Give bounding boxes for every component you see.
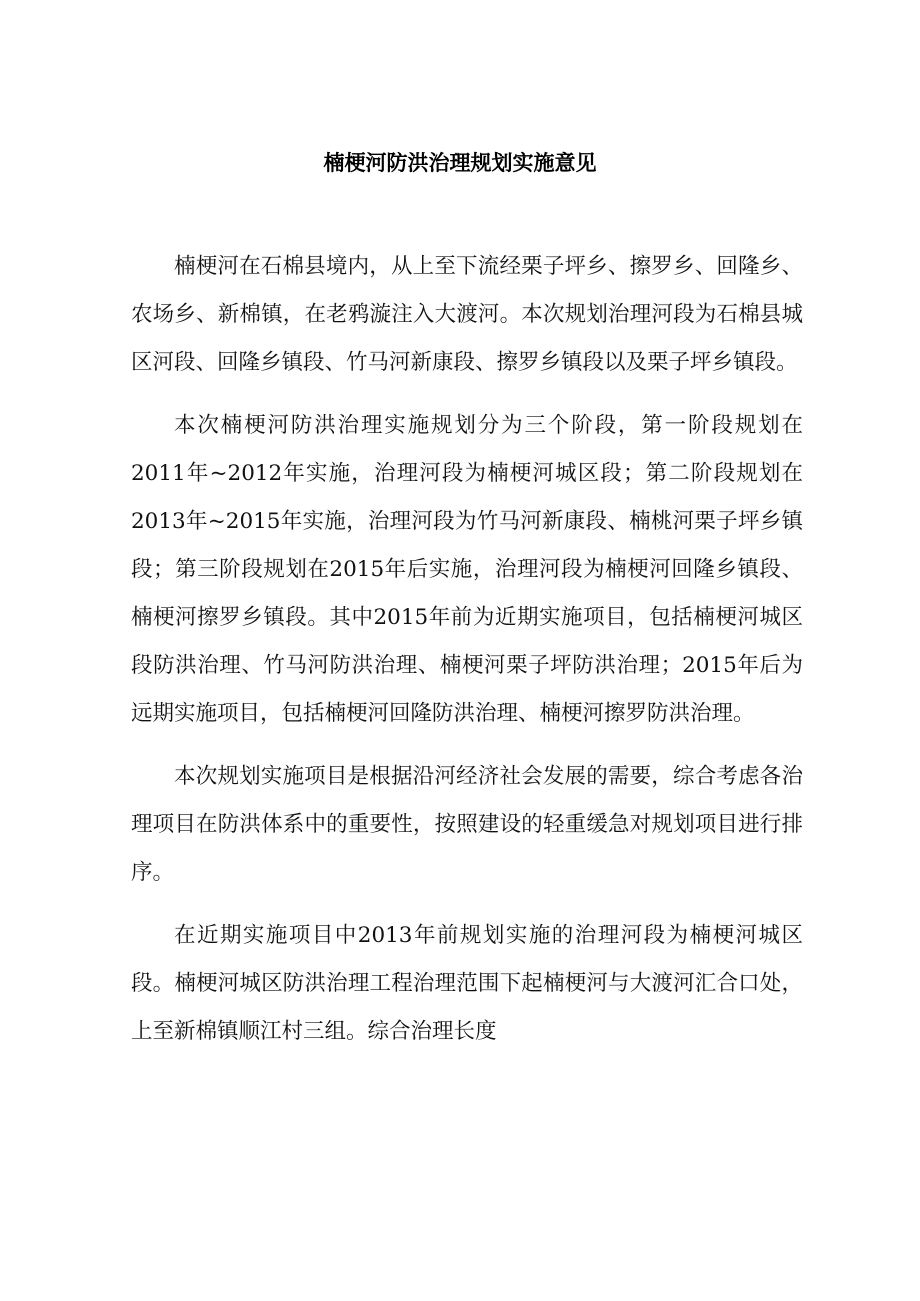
paragraph-1: 楠梗河在石棉县境内，从上至下流经栗子坪乡、擦罗乡、回隆乡、农场乡、新棉镇，在老鸦漩注入大渡河。本次规划治理河段为石棉县城区河段、回隆乡镇段、竹马河新康段、擦罗乡镇段以及栗子坪乡镇段。 — [131, 254, 803, 375]
paragraph-4: 在近期实施项目中2013年前规划实施的治理河段为楠梗河城区段。楠梗河城区防洪治理工程治理范围下起楠梗河与大渡河汇合口处，上至新棉镇顺江村三组。综合治理长度 — [131, 923, 803, 1044]
document-body — [131, 243, 803, 1071]
document-title: 楠梗河防洪治理规划实施意见 — [323, 150, 597, 175]
paragraph-3: 本次规划实施项目是根据沿河经济社会发展的需要，综合考虑各治理项目在防洪体系中的重要性，按照建设的轻重缓急对规划项目进行排序。 — [131, 764, 803, 885]
paragraph-2: 本次楠梗河防洪治理实施规划分为三个阶段，第一阶段规划在2011年~2012年实施，治理河段为楠梗河城区段；第二阶段规划在2013年~2015年实施，治理河段为竹马河新康段、楠桃河栗子坪乡镇段；第三阶段规划在2015年后实施，治理河段为楠梗河回隆乡镇段、楠梗河擦罗乡镇段。其中2015年前为近期实施项目，包括楠梗河城区段防洪治理、竹马河防洪治理、楠梗河栗子坪防洪治理；2015年后为远期实施项目，包括楠梗河回隆防洪治理、楠梗河擦罗防洪治理。 — [131, 413, 803, 726]
